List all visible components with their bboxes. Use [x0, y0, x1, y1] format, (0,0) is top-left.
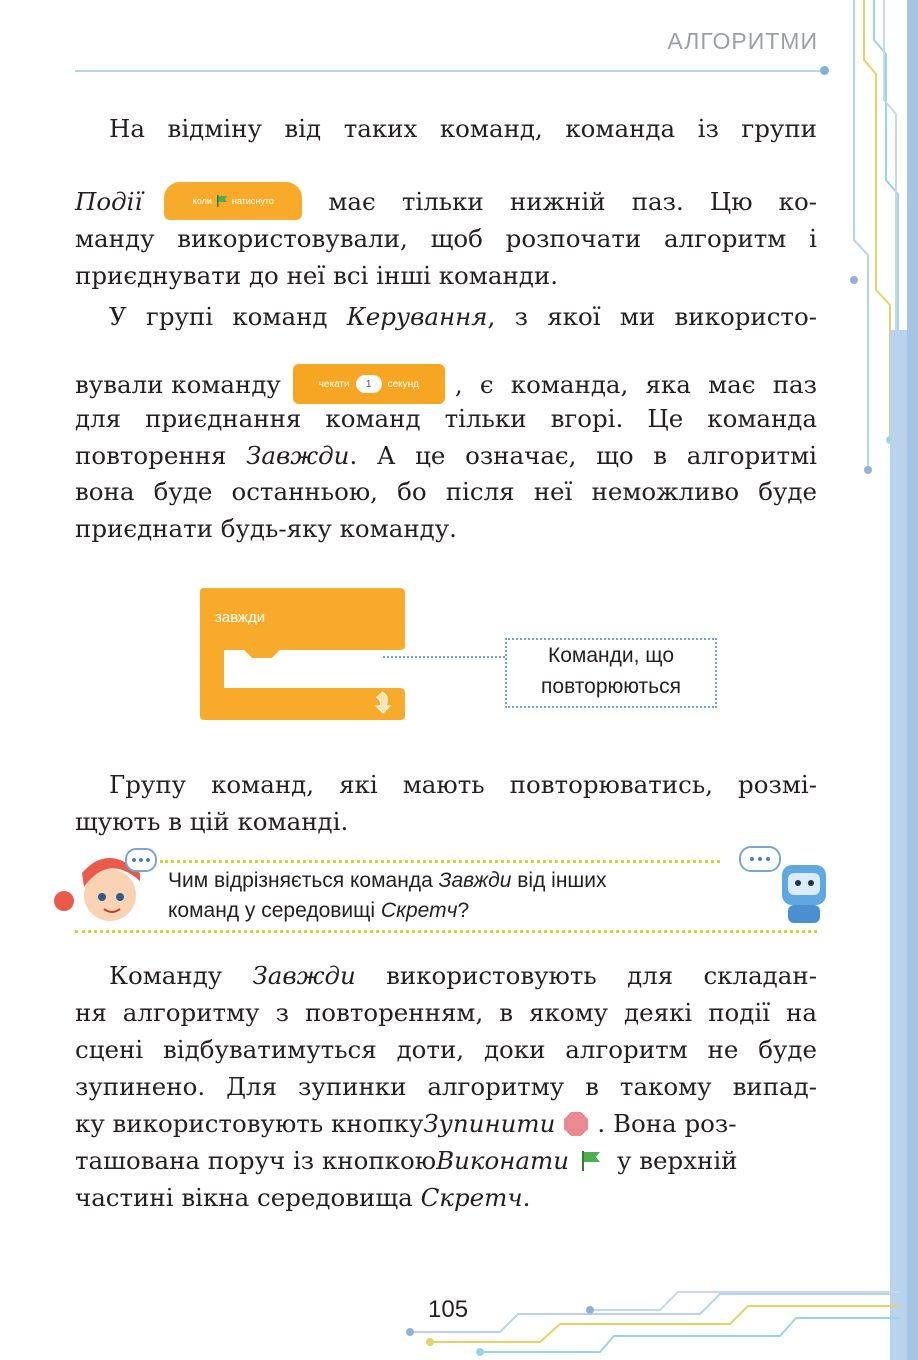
para4-line6 [75, 1142, 817, 1179]
para2-line2 [75, 364, 817, 404]
when-flag-clicked-block [164, 182, 302, 220]
callout-line2: повторюються [541, 675, 681, 698]
term-control: Керування [346, 302, 488, 331]
question-l2-b: ? [457, 899, 470, 922]
question-top-dotted-line [160, 860, 720, 863]
para4-l6-b: у верхній [617, 1146, 738, 1175]
para2-line4 [75, 437, 817, 474]
para2-l1-b: , з якої ми використо- [487, 302, 818, 331]
para1-line3: манду використовували, щоб розпочати алгоритм і [75, 224, 817, 253]
question-term-scratch: Скретч [380, 899, 458, 922]
para3-line2: щують в цій команді. [75, 807, 349, 836]
para2-line5: вона буде останньою, бо після неї неможливо буде [75, 477, 817, 506]
term-events: Події [75, 186, 143, 216]
block-text-seconds: секунд [387, 378, 419, 390]
para2-l2-b: , є команда, яка має паз [454, 369, 817, 399]
question-line1 [168, 866, 607, 896]
para1-line2-rest: має тільки нижній паз. Цю ко- [328, 186, 817, 216]
header-divider-dot [820, 66, 829, 75]
question-l2-a: команд у середовищі [168, 899, 381, 922]
green-flag-icon [216, 195, 228, 207]
term-stop: Зупинити [423, 1109, 556, 1138]
para4-l5-b: . Вона роз- [597, 1109, 737, 1138]
question-bottom-dotted-line [75, 930, 817, 933]
para4-term-scratch: Скретч [420, 1183, 523, 1212]
para1-line1: На відміну від таких команд, команда із групи [109, 114, 817, 143]
robot-mascot-icon [738, 843, 838, 925]
para1-line4: приєднувати до неї всі інші команди. [75, 261, 559, 290]
term-run: Виконати [436, 1146, 569, 1175]
para2-line1 [75, 298, 817, 335]
question-l1-a: Чим відрізняється команда [168, 869, 439, 892]
para2-l2-a: вували команду [75, 369, 281, 399]
para4-l7-a: частині вікна середовища [75, 1183, 421, 1212]
block-text-wait: чекати [318, 378, 350, 390]
para3-line1: Групу команд, які мають повторюватись, розмі- [109, 770, 817, 799]
para4-term-forever: Завжди [252, 961, 356, 990]
wait-value-field: 1 [356, 375, 382, 393]
para4-line2: ня алгоритму з повторенням, в якому деякі події на [75, 998, 817, 1027]
para4-l6-a: ташована поруч із кнопкою [75, 1146, 437, 1175]
para4-l7-b: . [522, 1183, 531, 1212]
question-text [168, 866, 607, 926]
para2-line6: приєднати будь-яку команду. [75, 514, 457, 543]
question-term-forever: Завжди [438, 869, 512, 892]
stop-sign-icon [563, 1111, 589, 1137]
side-edge-bar [907, 0, 918, 1360]
para2-l1-a: У групі команд [109, 302, 347, 331]
forever-block-figure [200, 588, 405, 720]
term-forever: Завжди [246, 441, 350, 470]
callout-connector [383, 656, 505, 658]
block-text-clicked: натиснуто [231, 195, 274, 206]
girl-mascot-icon [48, 843, 158, 925]
para4-line4: зупинено. Для зупинки алгоритму в такому випад- [75, 1072, 817, 1101]
para1-line2 [75, 182, 817, 220]
para2-l4-b: . А це означає, що в алгоритмі [349, 441, 817, 470]
para2-l4-a: повторення [75, 441, 247, 470]
forever-block-label: завжди [215, 609, 266, 626]
section-header: АЛГОРИТМИ [667, 28, 818, 54]
para4-l5-a: ку використовують кнопку [75, 1109, 424, 1138]
para4-l1-a: Команду [109, 961, 253, 990]
green-flag-run-icon [579, 1149, 603, 1173]
question-line2 [168, 896, 607, 926]
block-text-when: коли [192, 195, 212, 206]
para4-line1 [75, 957, 817, 994]
callout-box [505, 638, 717, 708]
question-l1-b: від інших [511, 869, 607, 892]
circuit-decoration-bottom [400, 1270, 900, 1360]
para4-line3: сцені відбуватимуться доти, доки алгоритм не буде [75, 1035, 817, 1064]
para4-l1-b: використовують для складан- [355, 961, 817, 990]
para2-line3: для приєднання команд тільки вгорі. Це команда [75, 404, 817, 433]
header-divider [75, 70, 825, 72]
wait-seconds-block [293, 364, 445, 404]
para4-line5 [75, 1105, 817, 1142]
para4-line7 [75, 1179, 817, 1216]
callout-line1: Команди, що [548, 644, 674, 667]
page-number: 105 [428, 1296, 469, 1323]
